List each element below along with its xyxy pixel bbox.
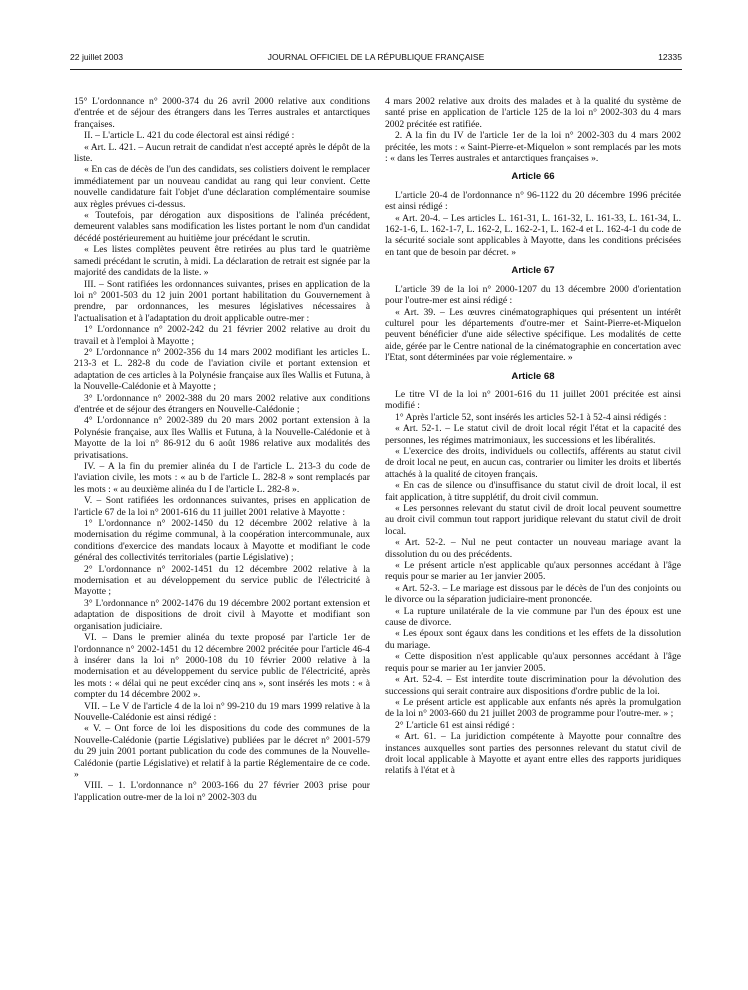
right-column [385, 96, 681, 777]
left-column [74, 96, 370, 803]
page-header [70, 52, 682, 66]
paragraph: L'article 20-4 de l'ordonnance n° 96-1122 du 20 décembre 1996 précitée est ainsi rédigé : [385, 189, 681, 213]
paragraph: III. – Sont ratifiées les ordonnances suivantes, prises en application de la loi n° 2001-503 du 12 juin 2001 portant habilitation du Gouvernement à prendre, par ordonnances, les mesures législatives nécessaires à l'actualisation et à l'adaptation du droit applicable outre-mer : [74, 278, 370, 324]
paragraph: « Le présent article est applicable aux enfants nés après la promulgation de la loi n° 2003-660 du 21 juillet 2003 de programme pour l'outre-mer. » ; [385, 696, 681, 720]
paragraph: 1° L'ordonnance n° 2002-1450 du 12 décembre 2002 relative à la modernisation du régime communal, à la coopération intercommunale, aux conditions d'exercice des mandats locaux à Mayotte et modifiant le code général des collectivités territoriales (partie Législative) ; [74, 518, 370, 564]
paragraph: « Art. 52-3. – Le mariage est dissous par le décès de l'un des conjoints ou le divorce ou la séparation judiciaire-ment prononcée. [385, 582, 681, 606]
paragraph: « L'exercice des droits, individuels ou collectifs, afférents au statut civil de droit local ne peut, en aucun cas, contrarier ou limiter les droits et libertés attachés à la qualité de citoyen français. [385, 445, 681, 480]
header-rule [70, 69, 682, 70]
paragraph: « Les listes complètes peuvent être retirées au plus tard le quatrième samedi précédant le scrutin, à midi. La déclaration de retrait est signée par la majorité des candidats de la liste. » [74, 244, 370, 279]
paragraph: « Toutefois, par dérogation aux dispositions de l'alinéa précédent, demeurent valables sans modification les listes portant le nom d'un candidat décédé postérieurement au huitième jour précédant le scrutin. [74, 210, 370, 244]
paragraph: 3° L'ordonnance n° 2002-388 du 20 mars 2002 relative aux conditions d'entrée et de séjour des étrangers en Nouvelle-Calédonie ; [74, 392, 370, 415]
paragraph: 2° L'ordonnance n° 2002-1451 du 12 décembre 2002 relative à la modernisation et au développement du service public de l'électricité à Mayotte ; [74, 563, 370, 598]
paragraph: « En cas de silence ou d'insuffisance du statut civil de droit local, il est fait application, à titre supplétif, du droit civil commun. [385, 480, 681, 503]
paragraph: « Les personnes relevant du statut civil de droit local peuvent soumettre au droit civil commun tout rapport juridique relevant du statut civil de droit local. [385, 503, 681, 537]
paragraph: « Cette disposition n'est applicable qu'aux personnes accédant à l'âge requis pour se marier au 1er janvier 2005. [385, 651, 681, 674]
paragraph: 2° L'ordonnance n° 2002-356 du 14 mars 2002 modifiant les articles L. 213-3 et L. 282-8 du code de l'aviation civile et portant extension et adaptation de ces articles à la Polynésie française aux îles Wallis et Futuna, à la Nouvelle-Calédonie et à Mayotte ; [74, 346, 370, 393]
paragraph: V. – Sont ratifiées les ordonnances suivantes, prises en application de l'article 67 de la loi n° 2001-616 du 11 juillet 2001 relative à Mayotte : [74, 495, 370, 518]
paragraph: « Le présent article n'est applicable qu'aux personnes accédant à l'âge requis pour se marier au 1er janvier 2005. [385, 560, 681, 583]
paragraph: « Les époux sont égaux dans les conditions et les effets de la dissolution du mariage. [385, 628, 681, 651]
paragraph: VIII. – 1. L'ordonnance n° 2003-166 du 27 février 2003 prise pour l'application outre-mer de la loi n° 2002-303 du [74, 780, 370, 803]
paragraph: II. – L'article L. 421 du code électoral est ainsi rédigé : [84, 130, 295, 142]
paragraph: 4 mars 2002 relative aux droits des malades et à la qualité du système de santé prise en application de l'article 125 de la loi n° 2002-303 du 4 mars 2002 précitée est ratifiée. [385, 96, 681, 130]
article-66-heading: Article 66 [511, 171, 555, 183]
paragraph: 2° L'article 61 est ainsi rédigé : [395, 719, 515, 731]
header-title: JOURNAL OFFICIEL DE LA RÉPUBLIQUE FRANÇAISE [267, 52, 485, 62]
paragraph: « Art. 61. – La juridiction compétente à Mayotte pour connaître des instances auxquelles sont parties des personnes relevant du statut civil de droit local applicable à Mayotte et ayant entre elles des rapports juridiques relatifs à l'état et à [385, 731, 681, 777]
article-67-heading: Article 67 [511, 265, 555, 277]
paragraph: 15° L'ordonnance n° 2000-374 du 26 avril 2000 relative aux conditions d'entrée et de séjour des étrangers dans les Terres australes et antarctiques françaises. [74, 96, 370, 130]
paragraph: L'article 39 de la loi n° 2000-1207 du 13 décembre 2000 d'orientation pour l'outre-mer est ainsi rédigé : [385, 283, 681, 307]
paragraph: « Art. 52-4. – Est interdite toute discrimination pour la dévolution des successions qui serait contraire aux dispositions d'ordre public de la loi. [385, 674, 681, 697]
paragraph: 2. A la fin du IV de l'article 1er de la loi n° 2002-303 du 4 mars 2002 précitée, les mots : « Saint-Pierre-et-Miquelon » sont remplacés par les mots : « dans les Terres australes et antarctiques françaises ». [385, 130, 681, 165]
paragraph: « Art. L. 421. – Aucun retrait de candidat n'est accepté après le dépôt de la liste. [74, 141, 370, 165]
paragraph: VI. – Dans le premier alinéa du texte proposé par l'article 1er de l'ordonnance n° 2002-1451 du 12 décembre 2002 précitée pour l'article 46-4 à insérer dans la loi n° 2000-108 du 10 février 2000 relative à la modernisation et au développement du service public de l'électricité, après les mots : « délai qui ne peut excéder cinq ans », sont insérés les mots : « à compter du 14 décembre 2002 ». [74, 632, 370, 701]
paragraph: Le titre VI de la loi n° 2001-616 du 11 juillet 2001 précitée est ainsi modifié : [385, 388, 681, 412]
paragraph: « En cas de décès de l'un des candidats, ses colistiers doivent le remplacer immédiatement par un nouveau candidat au rang qui leur convient. Cette nouvelle candidature fait l'objet d'une déclaration complémentaire soumise aux règles prévues ci-dessus. [74, 164, 370, 210]
article-68-heading: Article 68 [511, 370, 555, 382]
paragraph: VII. – Le V de l'article 4 de la loi n° 99-210 du 19 mars 1999 relative à la Nouvelle-Calédonie est ainsi rédigé : [74, 700, 370, 723]
paragraph: IV. – A la fin du premier alinéa du I de l'article L. 213-3 du code de l'aviation civile, les mots : « au b de l'article L. 282-8 » sont remplacés par les mots : « au deuxième alinéa du I de l'article L. 282-8 ». [74, 461, 370, 495]
header-date: 22 juillet 2003 [70, 52, 124, 62]
paragraph: « V. – Ont force de loi les dispositions du code des communes de la Nouvelle-Calédonie (partie Législative) publiées par le décret n° 2001-579 du 29 juin 2001 portant publication du code des communes de la Nouvelle-Calédonie (partie Législative) et relatif à la partie Réglementaire de ce code. » [74, 723, 370, 780]
paragraph: « Art. 20-4. – Les articles L. 161-31, L. 161-32, L. 161-33, L. 161-34, L. 162-1-6, L. 162-1-7, L. 162-2, L. 162-2-1, L. 162-4 et L. 162-4-1 du code de la sécurité sociale sont applicables à Mayotte, dans les conditions précisées en tant que de besoin par décret. » [385, 212, 681, 258]
paragraph: « Art. 39. – Les œuvres cinématographiques qui présentent un intérêt culturel pour les départements d'outre-mer et Saint-Pierre-et-Miquelon peuvent bénéficier d'une aide sélective spécifique. Les modalités de cette aide, gérée par le Centre national de la cinématographie en concertation avec l'Etat, sont déterminées par voie réglementaire. » [385, 306, 681, 364]
paragraph: 1° L'ordonnance n° 2002-242 du 21 février 2002 relative au droit du travail et à l'emploi à Mayotte ; [74, 324, 370, 347]
paragraph: 1° Après l'article 52, sont insérés les articles 52-1 à 52-4 ainsi rédigés : [395, 411, 667, 423]
paragraph: « La rupture unilatérale de la vie commune par l'un des époux est une cause de divorce. [385, 605, 681, 629]
paragraph: 4° L'ordonnance n° 2002-389 du 20 mars 2002 portant extension à la Polynésie française, aux îles Wallis et Futuna, à la Nouvelle-Calédonie et à Mayotte de la loi n° 86-912 du 6 août 1986 relative aux modalités des privatisations. [74, 415, 370, 461]
header-page-number: 12335 [658, 52, 682, 62]
paragraph: « Art. 52-2. – Nul ne peut contacter un nouveau mariage avant la dissolution du ou des précédents. [385, 537, 681, 560]
paragraph: « Art. 52-1. – Le statut civil de droit local régit l'état et la capacité des personnes, les régimes matrimoniaux, les successions et les libéralités. [385, 423, 681, 446]
paragraph: 3° L'ordonnance n° 2002-1476 du 19 décembre 2002 portant extension et adaptation de dispositions de droit civil à Mayotte et modifiant son organisation judiciaire. [74, 597, 370, 632]
